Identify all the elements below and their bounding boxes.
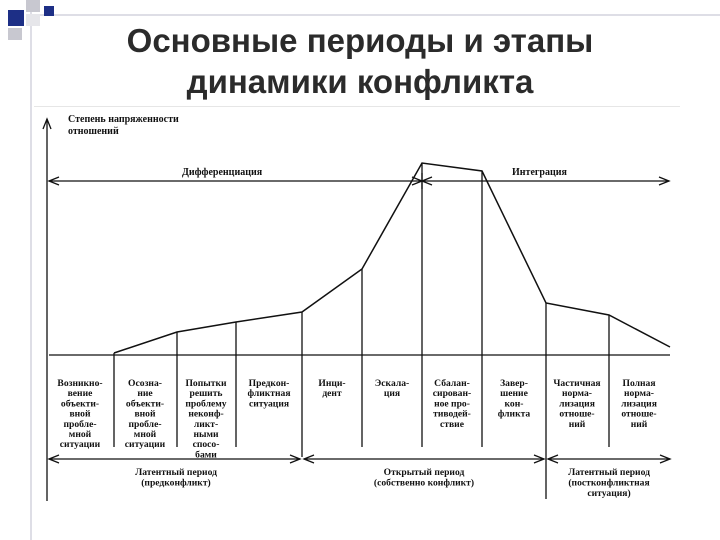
stage-label-line: ными — [193, 429, 219, 440]
slide-title — [0, 20, 720, 102]
stage-label-line: ликт- — [193, 418, 219, 430]
stage-label-line: кон- — [504, 398, 524, 410]
decor-square — [44, 6, 54, 16]
y-axis-label-line-1: Степень напряженности — [68, 114, 179, 125]
stage-label-line: Сбалан- — [434, 378, 470, 389]
stage-label-line: ция — [383, 388, 401, 400]
stage-label-line: ний — [568, 418, 586, 430]
stage-label-line: ситуации — [124, 439, 166, 451]
stage-label-line: ствие — [440, 418, 464, 430]
period-label-line: Латентный период — [568, 467, 650, 478]
stage-label-line: спосо- — [192, 439, 220, 451]
stage-label-line: шение — [500, 388, 528, 400]
period-label-line: ситуация) — [587, 488, 631, 499]
stage-labels — [57, 378, 656, 460]
stage-label-line: норма- — [562, 388, 592, 400]
stage-label — [433, 378, 471, 430]
stage-label-line: объекти- — [60, 398, 100, 410]
conflict-dynamics-diagram — [34, 106, 680, 505]
stage-label-line: Полная — [622, 378, 656, 389]
period-label — [135, 467, 217, 489]
stage-label-line: неконф- — [188, 408, 224, 420]
period-label — [374, 467, 474, 489]
stage-label-line: ний — [630, 418, 648, 430]
stage-label-line: фликтная — [247, 388, 291, 400]
stage-label-line: ситуация — [248, 398, 290, 410]
dynamics-curve — [114, 163, 670, 353]
integration-label: Интеграция — [512, 167, 567, 178]
stage-label-line: сирован- — [432, 388, 472, 400]
stage-label-line: дент — [322, 388, 342, 400]
stage-label-line: Эскала- — [374, 378, 410, 389]
stage-label — [185, 378, 227, 460]
stage-label-line: бами — [195, 449, 217, 461]
stage-label-line: ситуации — [59, 439, 101, 451]
stage-label-line: вение — [67, 388, 93, 400]
stage-label-line: фликта — [497, 408, 531, 420]
decor-square — [26, 0, 40, 12]
stage-label — [498, 378, 531, 420]
stage-label — [318, 378, 345, 399]
title-line-2: динамики конфликта — [186, 63, 534, 100]
stage-label-line: Инци- — [318, 378, 346, 389]
stage-label-line: мной — [68, 429, 92, 440]
period-label-line: (постконфликтная — [568, 477, 650, 489]
stage-label-line: ние — [137, 388, 153, 400]
stage-label-line: Завер- — [500, 378, 528, 389]
stage-label-line: Возникно- — [57, 378, 103, 389]
stage-label-line: мной — [133, 429, 157, 440]
stage-label-line: ное про- — [434, 398, 470, 410]
stage-label — [621, 378, 657, 430]
stage-label — [57, 378, 102, 450]
title-line-1: Основные периоды и этапы — [126, 22, 594, 59]
stage-label-line: объекти- — [125, 398, 165, 410]
stage-label-line: пробле- — [63, 418, 97, 430]
stage-label-line: тиводей- — [433, 408, 471, 420]
stage-label — [125, 378, 166, 450]
period-labels — [135, 467, 650, 499]
stage-label-line: лизация — [559, 398, 595, 410]
stage-label-line: Осозна- — [128, 378, 162, 389]
period-label-line: (предконфликт) — [141, 477, 211, 489]
stage-label-line: вной — [69, 408, 91, 420]
stage-label-line: решить — [189, 388, 223, 400]
period-label-line: Открытый период — [383, 467, 465, 478]
stage-label — [375, 378, 409, 399]
stage-label-line: Предкон- — [248, 378, 290, 389]
stage-label-line: Попытки — [185, 378, 227, 389]
period-label-line: Латентный период — [135, 467, 217, 478]
period-label — [568, 467, 650, 499]
stage-label-line: отноше- — [559, 408, 595, 420]
stage-label-line: норма- — [624, 388, 654, 400]
y-axis-label-line-2: отношений — [68, 126, 119, 137]
decor-horizontal-line — [40, 14, 720, 16]
diagram-svg — [34, 107, 680, 505]
stage-label-line: лизация — [621, 398, 657, 410]
stage-label — [247, 378, 290, 409]
stage-label-line: Частичная — [553, 378, 601, 389]
stage-label-line: вной — [134, 408, 156, 420]
stage-label — [553, 378, 600, 430]
stage-label-line: проблему — [185, 398, 227, 410]
stage-label-line: отноше- — [621, 408, 657, 420]
differentiation-label: Дифференциация — [182, 167, 263, 178]
stage-label-line: пробле- — [128, 418, 162, 430]
period-label-line: (собственно конфликт) — [373, 477, 475, 489]
